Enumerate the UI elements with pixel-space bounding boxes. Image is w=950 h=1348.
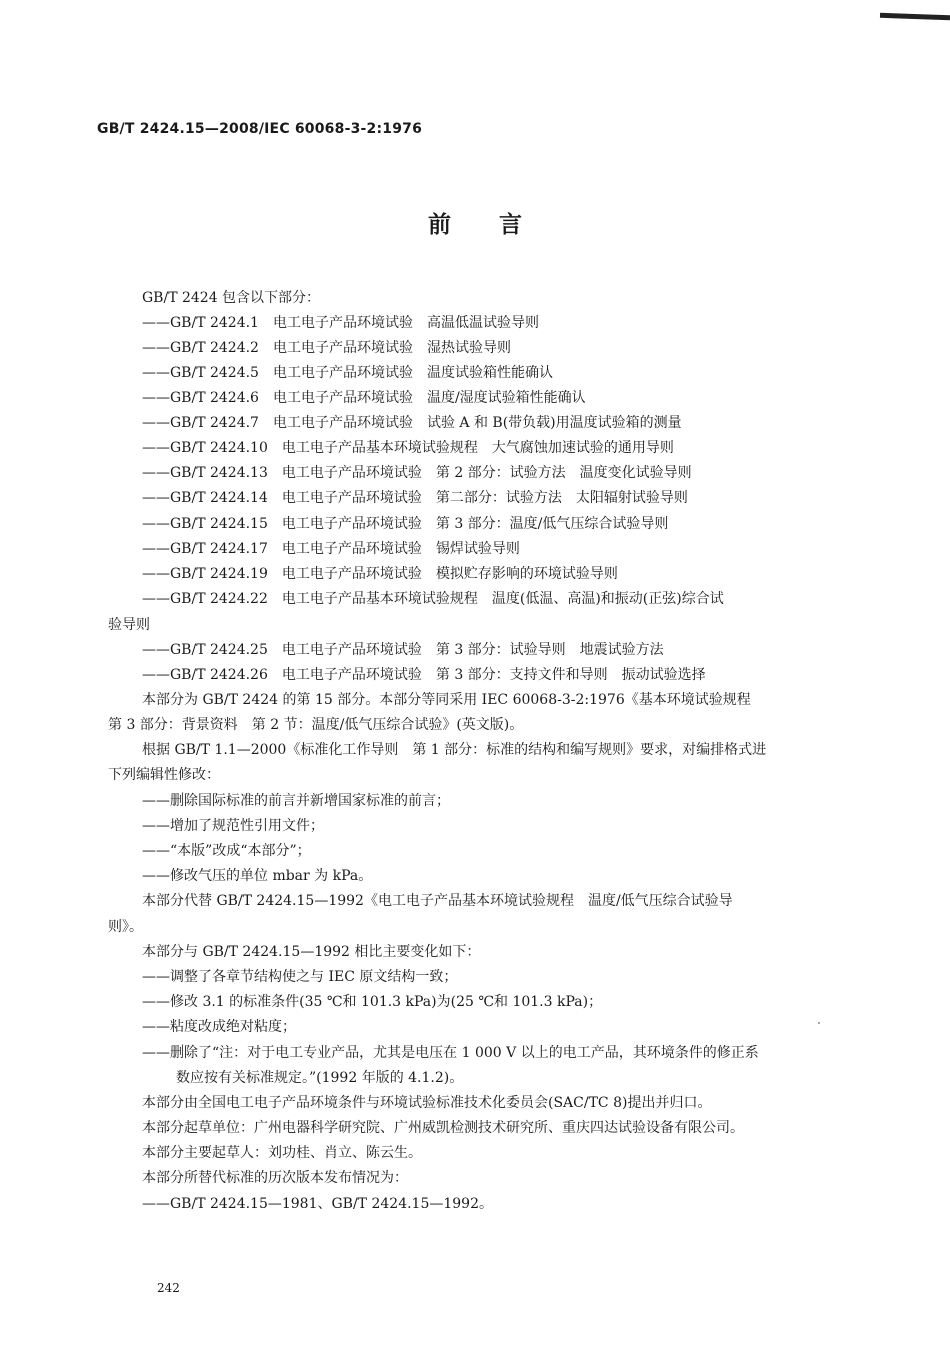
change-list-item: ——增加了规范性引用文件；: [142, 818, 324, 834]
part-list-item: ——GB/T 2424.13 电工电子产品环境试验 第 2 部分：试验方法 温度变化试验导则: [142, 465, 692, 481]
paragraph-line: 本部分由全国电工电子产品环境条件与环境试验标准技术化委员会(SAC/TC 8)提出并归口。: [142, 1095, 712, 1111]
page-number: 242: [157, 1281, 180, 1295]
part-list-item: ——GB/T 2424.14 电工电子产品环境试验 第二部分：试验方法 太阳辐射试验导则: [142, 490, 688, 506]
scan-edge-mark: [880, 13, 950, 20]
paragraph-line: 本部分与 GB/T 2424.15—1992 相比主要变化如下：: [142, 944, 481, 960]
part-list-item: ——GB/T 2424.1 电工电子产品环境试验 高温低温试验导则: [142, 315, 539, 331]
part-list-item: ——GB/T 2424.5 电工电子产品环境试验 温度试验箱性能确认: [142, 365, 553, 381]
paragraph-line: 本部分起草单位：广州电器科学研究院、广州威凯检测技术研究所、重庆四达试验设备有限公司。: [142, 1120, 744, 1136]
paragraph-line: 则》。: [108, 919, 143, 935]
part-list-item: ——GB/T 2424.26 电工电子产品环境试验 第 3 部分：支持文件和导则 振动试验选择: [142, 667, 706, 683]
change-list-item: ——删除了“注：对于电工专业产品，尤其是电压在 1 000 V 以上的电工产品，其环境条件的修正系: [142, 1045, 759, 1061]
change-list-item: ——修改 3.1 的标准条件(35 ℃和 101.3 kPa)为(25 ℃和 101.3 kPa)；: [142, 994, 603, 1010]
paragraph-line: 下列编辑性修改：: [108, 767, 220, 783]
part-list-item: ——GB/T 2424.19 电工电子产品环境试验 模拟贮存影响的环境试验导则: [142, 566, 618, 582]
scan-speck: [818, 1022, 820, 1024]
standard-number-header: GB/T 2424.15—2008/IEC 60068-3-2:1976: [97, 121, 423, 137]
part-list-item: ——GB/T 2424.2 电工电子产品环境试验 湿热试验导则: [142, 340, 511, 356]
intro-line: GB/T 2424 包含以下部分：: [142, 290, 321, 306]
part-list-item: ——GB/T 2424.10 电工电子产品基本环境试验规程 大气腐蚀加速试验的通用导则: [142, 440, 674, 456]
part-list-item-continuation: 验导则: [108, 617, 150, 633]
paragraph-line: 根据 GB/T 1.1—2000《标准化工作导则 第 1 部分：标准的结构和编写规则》要求，对编排格式进: [142, 742, 767, 758]
change-list-item: ——“本版”改成“本部分”；: [142, 843, 311, 859]
paragraph-line: 本部分为 GB/T 2424 的第 15 部分。本部分等同采用 IEC 60068-3-2:1976《基本环境试验规程: [142, 692, 751, 708]
paragraph-line: 本部分主要起草人：刘功桂、肖立、陈云生。: [142, 1145, 422, 1161]
part-list-item: ——GB/T 2424.22 电工电子产品基本环境试验规程 温度(低温、高温)和振动(正弦)综合试: [142, 591, 724, 607]
change-list-item: ——删除国际标准的前言并新增国家标准的前言；: [142, 793, 450, 809]
paragraph-line: 本部分所替代标准的历次版本发布情况为：: [142, 1170, 408, 1186]
part-list-item: ——GB/T 2424.25 电工电子产品环境试验 第 3 部分：试验导则 地震试验方法: [142, 642, 664, 658]
part-list-item: ——GB/T 2424.15 电工电子产品环境试验 第 3 部分：温度/低气压综合试验导则: [142, 516, 669, 532]
paragraph-line: 本部分代替 GB/T 2424.15—1992《电工电子产品基本环境试验规程 温度/低气压综合试验导: [142, 893, 733, 909]
change-list-item: ——修改气压的单位 mbar 为 kPa。: [142, 868, 373, 884]
change-list-item: ——粘度改成绝对粘度；: [142, 1019, 296, 1035]
part-list-item: ——GB/T 2424.6 电工电子产品环境试验 温度/湿度试验箱性能确认: [142, 390, 586, 406]
paragraph-line: 第 3 部分：背景资料 第 2 节：温度/低气压综合试验》(英文版)。: [108, 717, 524, 733]
change-list-item: ——调整了各章节结构使之与 IEC 原文结构一致；: [142, 969, 458, 985]
page-title: 前言: [428, 212, 570, 238]
history-list-item: ——GB/T 2424.15—1981、GB/T 2424.15—1992。: [142, 1196, 493, 1212]
part-list-item: ——GB/T 2424.17 电工电子产品环境试验 锡焊试验导则: [142, 541, 520, 557]
part-list-item: ——GB/T 2424.7 电工电子产品环境试验 试验 A 和 B(带负载)用温度试验箱的测量: [142, 415, 682, 431]
change-list-item-continuation: 数应按有关标准规定。”(1992 年版的 4.1.2)。: [176, 1070, 464, 1086]
